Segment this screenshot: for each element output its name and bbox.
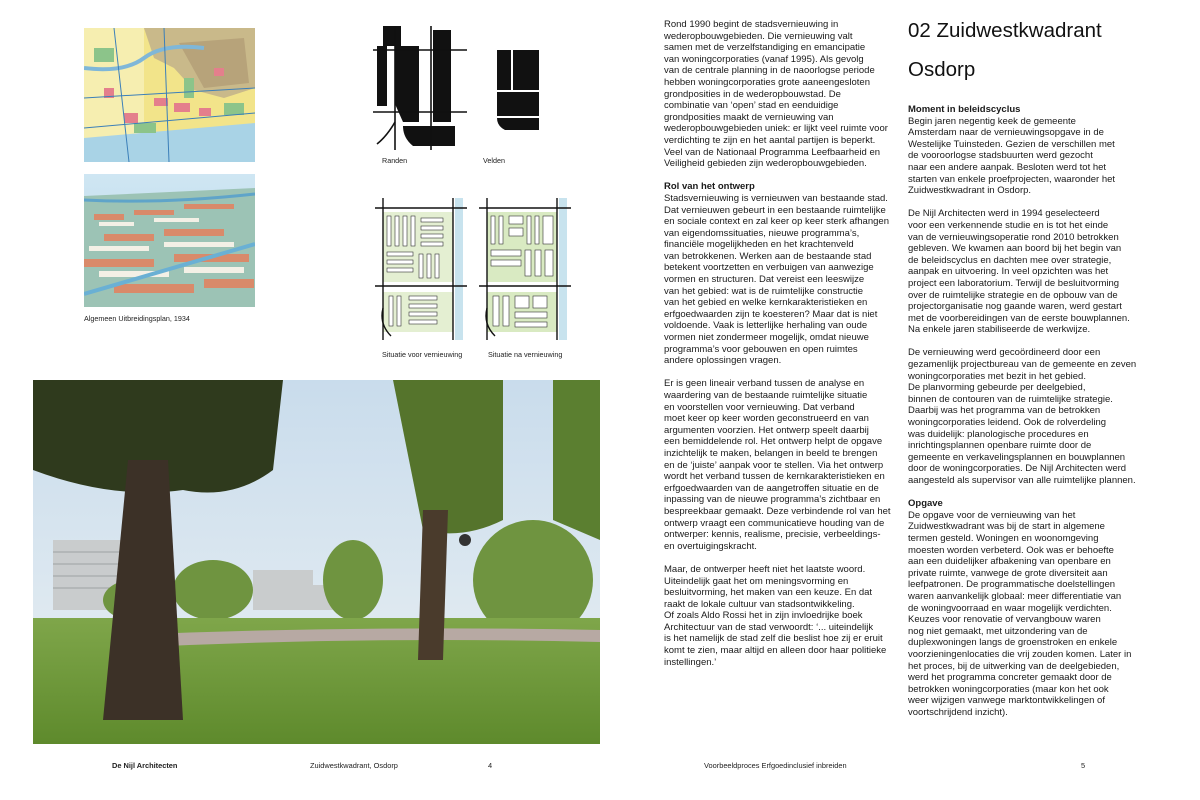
situatie-voor-caption: Situatie voor vernieuwing: [382, 350, 463, 359]
situatie-na-caption: Situatie na vernieuwing: [488, 350, 563, 359]
plan-caption: Algemeen Uitbreidingsplan, 1934: [84, 314, 190, 323]
rol-paragraph-1: Stadsvernieuwing is vernieuwen van bestaande stad. Dat vernieuwen gebeurt in een bestaande ruimtelijke en sociale context en zal keer op keer sterk afhangen van eigendomssituaties, nieuwe programma’s, financiële mogelijkheden en het krachtenveld van betrokkenen. Werken aan de bestaande stad betekent voortzetten en verbuigen van aanwezige vormen en structuren. Dat vereist een leeswijze van het gebied: wat is de ruimtelijke constructie van het gebied en welke kernkarakteristieken en erfgoedwaarden zijn te koesteren? Maar dat is niet voldoende. Vaak is letterlijke herhaling van oude vormen niet zondermeer mogelijk, omdat nieuwe programma’s voor gebouwen en open ruimtes andere oplossingen vragen.: [664, 192, 889, 367]
footer-page-number-left: 4: [488, 761, 493, 770]
situatie-na-diagram: [479, 198, 571, 340]
velden-caption: Velden: [483, 156, 505, 165]
uitbreidingsplan-map: [84, 28, 255, 162]
heading-rol-van-het-ontwerp: Rol van het ontwerp: [664, 181, 755, 193]
heading-opgave: Opgave: [908, 498, 943, 510]
situatie-voor-diagram: [375, 198, 467, 340]
chapter-subtitle: Osdorp: [908, 58, 976, 81]
chapter-title: 02 Zuidwestkwadrant: [908, 19, 1102, 42]
moment-paragraph-3: De vernieuwing werd gecoördineerd door een gezamenlijk projectbureau van de gemeente en zeven woningcorporaties met bezit in het gebied. De planvorming gebeurde per deelgebied, binnen de contouren van de ruimtelijke strategie. Daarbij was het programma van de betrokken woningcorporaties leidend. Ook de rolverdeling was duidelijk: planologische procedures en inrichtingsplannen openbare ruimte door de gemeente en verkavelingsplannen en bouwplannen door de woningcorporaties. De Nijl Architecten werd aangesteld als supervisor van alle ruimtelijke plannen.: [908, 347, 1137, 486]
opgave-paragraph: De opgave voor de vernieuwing van het Zuidwestkwadrant was bij de start in algemene termen gesteld. Woningen en woonomgeving moesten worden verbeterd. Ook was er behoefte aan een duidelijker afbakening van openbare en private ruimte, vanwege de grote diversiteit aan leefpatronen. De programmatische doelstellingen waren aanvankelijk globaal: meer differentiatie van de woningvoorraad en waar mogelijk verdichten. Keuzes voor renovatie of vervangbouw waren nog niet gemaakt, met uitzondering van de duplexwoningen langs de groenstroken en enkele voorzieningenlocaties die vrij zouden komen. Later in het proces, bij de uitwerking van de deelgebieden, werd het programma concreter gemaakt door de betrokken woningcorporaties (maar kon het ook weer wijzigen vanwege marktontwikkelingen of voortschrijdend inzicht).: [908, 509, 1132, 718]
footer-brand: De Nijl Architecten: [112, 761, 178, 770]
velden-diagram: [497, 50, 539, 130]
body-column-left: [664, 19, 894, 680]
intro-paragraph: Rond 1990 begint de stadsvernieuwing in wederopbouwgebieden. Die vernieuwing valt samen met de verzelfstandiging en emancipatie van woningcorporaties (vanaf 1995). Als gevolg van de centrale planning in de naoorlogse periode hebben woningcorporaties grote aaneengesloten grondposities in de wederopbouwstad. De combinatie van ‘open’ stad en eenduidige grondposities maakt de vernieuwing van wederopbouwgebieden uniek: er lijkt veel ruimte voor verdichting te zijn en het aantal partijen is beperkt. Veel van de Nationaal Programma Leefbaarheid en Veiligheid gebieden zijn wederopbouwgebieden.: [664, 19, 888, 170]
footer-section: Zuidwestkwadrant, Osdorp: [310, 761, 398, 770]
heading-moment-in-beleidscyclus: Moment in beleidscyclus: [908, 104, 1021, 115]
randen-diagram: [373, 26, 467, 150]
footer-page-number-right: 5: [1081, 761, 1086, 770]
park-photo: [33, 380, 600, 744]
moment-paragraph-2: De Nijl Architecten werd in 1994 geselecteerd voor een verkennende studie en is tot het einde van de vernieuwingsoperatie rond 2010 betrokken gebleven. We kwamen aan boord bij het begin van de beleidscyclus en dachten mee over strategie, aanpak en uitvoering. In veel opzichten was het project een laboratorium. Terwijl de besluitvorming over de ruimtelijke strategie en de opbouw van de projectorganisatie nog gaande waren, werd gestart met de voorbereidingen van de eerste bouwplannen. Na enkele jaren stabiliseerde de werkwijze.: [908, 208, 1130, 336]
randen-caption: Randen: [382, 156, 408, 165]
rol-paragraph-2: Er is geen lineair verband tussen de analyse en waardering van de bestaande ruimtelijke situatie en voorstellen voor vernieuwing. Dat verband moet keer op keer worden geconstrueerd en van argumenten voorzien. Het ontwerp speelt daarbij een bemiddelende rol. Het ontwerp helpt de opgave inzichtelijk te maken, belangen in beeld te brengen en de ‘juiste’ aanpak voor te stellen. Via het ontwerp wordt het verband tussen de kernkarakteristieken en erfgoedwaarden van de aangetroffen situatie en de inpassing van de nieuwe programma’s zichtbaar en bespreekbaar gemaakt. Deze verbindende rol van het ontwerp vraagt een communicatieve houding van de ontwerper: kennis, realisme, precisie, verbeeldings- en overtuigingskracht.: [664, 378, 891, 552]
rol-paragraph-3: Maar, de ontwerper heeft niet het laatste woord. Uiteindelijk gaat het om meningsvorming en besluitvorming, het maken van een keuze. En dat raakt de lokale cultuur van stadsontwikkeling. Of zoals Aldo Rossi het in zijn invloedrijke boek Architectuur van de stad verwoordt: ‘... uiteindelijk is het namelijk de stad zelf die beslist hoe zij er eruit komt te zien, maar altijd en alleen door haar politieke instellingen.’: [664, 563, 887, 668]
aerial-view-image: [84, 174, 255, 307]
footer-publication: Voorbeeldproces Erfgoedinclusief inbreiden: [704, 761, 847, 770]
body-column-right: [908, 104, 1148, 730]
moment-paragraph-1: Begin jaren negentig keek de gemeente Amsterdam naar de vernieuwingsopgave in de Westelijke Tuinsteden. Gezien de verschillen met de vooroorlogse stadsbuurten werd gezocht naar een andere aanpak. Besloten werd tot het starten van enkele proefprojecten, waaronder het Zuidwestkwadrant in Osdorp.: [908, 115, 1116, 197]
